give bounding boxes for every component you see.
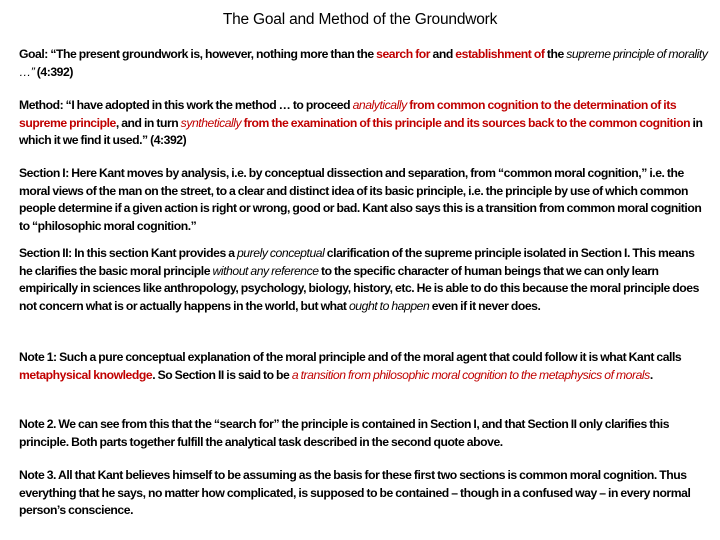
section-2-text: clarification of the supreme principle isolated in Section I. This means he clarifies the basic moral principle <box>19 246 695 278</box>
goal-highlight-establishment-of: establishment of <box>455 47 545 61</box>
note-1-text: . <box>649 367 653 382</box>
method-paragraph <box>19 97 709 150</box>
note-1-italic-highlight: a transition from philosophic moral cognition to the metaphysics of morals <box>291 367 650 382</box>
method-text: “I have adopted in this work the method … to proceed <box>63 98 353 112</box>
section-2-paragraph <box>19 245 709 315</box>
method-text: , and in turn <box>115 115 181 130</box>
section-2-label: Section II: <box>19 246 72 260</box>
section-2-italic: purely conceptual <box>236 246 325 260</box>
note-1-paragraph <box>19 349 709 384</box>
section-2-italic: ought to happen <box>348 298 430 313</box>
note-1-highlight: metaphysical knowledge <box>19 367 153 382</box>
goal-italic-quote: supreme principle of morality …” <box>19 47 708 79</box>
section-1-label: Section I: <box>19 166 69 180</box>
section-2-italic: without any reference <box>212 263 319 278</box>
note-3-paragraph: Note 3. All that Kant believes himself to be assuming as the basis for these first two sections is common moral cognition. Thus everything that he says, no matter how complicated, is supposed to be contained – though in a confused way – in every normal person’s conscience. <box>19 468 691 517</box>
goal-text: “The present groundwork is, however, nothing more than the <box>47 47 377 61</box>
method-italic-synthetically: synthetically <box>180 115 242 130</box>
method-highlight: from the examination of this principle and its sources back to the common cognition <box>241 115 691 130</box>
note-1-label: Note 1: <box>19 350 57 364</box>
goal-highlight-search-for: search for <box>376 47 431 61</box>
section-1-text: Here Kant moves by analysis, i.e. by conceptual dissection and separation, from “common moral cognition,” i.e. the moral views of the man on the street, to a clear and distinct idea of its basic principle, i.e. the principle by use of which common people determine if a given action is right or wrong, good or bad. Kant also says this is a transition from common moral cognition to “philosophic moral cognition.” <box>19 166 702 233</box>
note-2-paragraph: Note 2. We can see from this that the “search for” the principle is contained in Section I, and that Section II only clarifies this principle. Both parts together fulfill the analytical task described in the second quote above. <box>19 417 670 449</box>
goal-paragraph <box>19 46 709 81</box>
goal-text: the <box>544 47 567 61</box>
note-1-text: Such a pure conceptual explanation of the moral principle and of the moral agent that could follow it is what Kant calls <box>56 350 682 364</box>
goal-citation: (4:392) <box>34 64 73 79</box>
note-1-text: . So Section II is said to be <box>152 367 292 382</box>
section-2-text: In this section Kant provides a <box>71 246 237 260</box>
goal-text: and <box>430 47 456 61</box>
method-italic-analytically: analytically <box>352 98 407 112</box>
goal-label: Goal: <box>19 47 48 61</box>
section-1-paragraph <box>19 165 709 235</box>
slide-title: The Goal and Method of the Groundwork <box>222 11 498 28</box>
section-2-text: even if it never does. <box>429 298 541 313</box>
method-label: Method: <box>19 98 64 112</box>
method-text: in which it we find it used.” (4:392) <box>19 115 703 147</box>
method-highlight: from common cognition to the determination of its supreme principle <box>19 98 677 130</box>
section-2-text: to the specific character of human beings that we can only learn empirically in sciences like anthropology, psychology, biology, history, etc. He is able to do this because the moral principle does not concern what is or actually happens in the world, but what <box>19 263 699 313</box>
